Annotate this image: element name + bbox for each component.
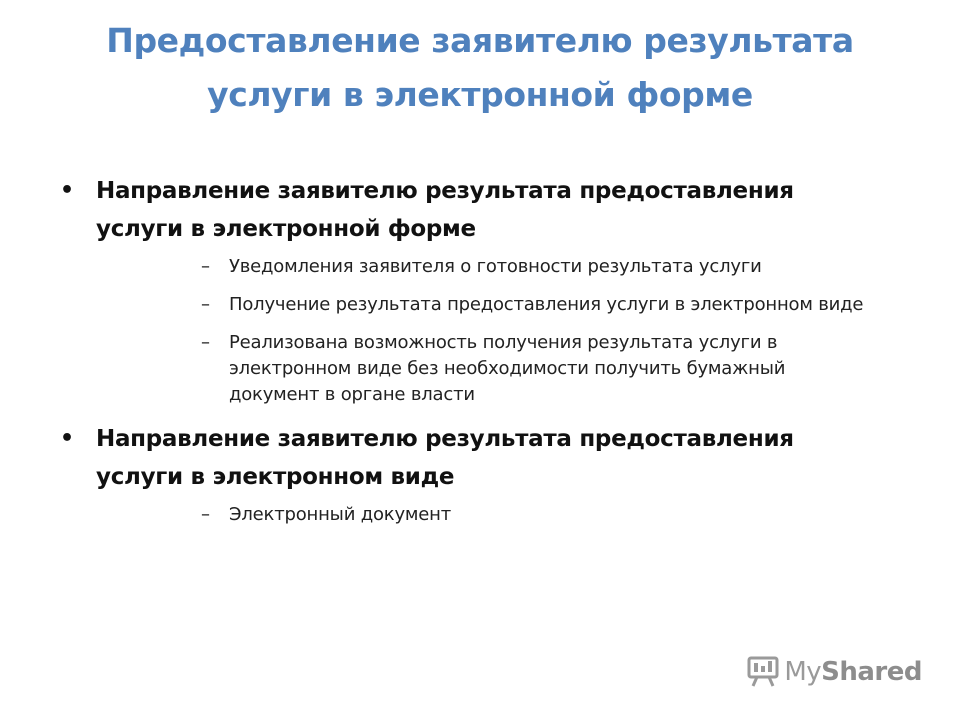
sub-list-1 <box>56 254 916 408</box>
bullet-item-2 <box>56 420 916 496</box>
sub-item-text: Получение результата предоставления услуги в электронном виде <box>229 294 864 315</box>
slide-body <box>56 172 916 540</box>
bullet-marker: • <box>60 426 74 451</box>
dash-marker: – <box>201 504 210 525</box>
sub-item <box>201 254 869 280</box>
sub-item-text: Реализована возможность получения результата услуги в электронном виде без необходимости получить бумажный документ в органе власти <box>229 332 786 405</box>
dash-marker: – <box>201 256 210 277</box>
watermark-text <box>784 657 922 687</box>
sub-item-text: Уведомления заявителя о готовности результата услуги <box>229 256 762 277</box>
slide-title-line-1: Предоставление заявителю результата <box>106 21 854 60</box>
dash-marker: – <box>201 294 210 315</box>
sub-list-2 <box>56 502 916 528</box>
presentation-board-icon <box>746 656 780 688</box>
sub-item <box>201 502 869 528</box>
bullet-text-line: Направление заявителю результата предоставления <box>96 426 794 452</box>
slide-title <box>0 14 960 122</box>
bullet-text-line: услуги в электронной форме <box>96 216 476 242</box>
myshared-watermark <box>746 652 922 692</box>
bullet-text-line: услуги в электронном виде <box>96 464 455 490</box>
sub-item <box>201 330 869 408</box>
bullet-marker: • <box>60 178 74 203</box>
bullet-text-line: Направление заявителю результата предоставления <box>96 178 794 204</box>
slide-title-line-2: услуги в электронной форме <box>207 75 753 114</box>
bullet-item-1 <box>56 172 916 248</box>
sub-item-text: Электронный документ <box>229 504 452 525</box>
watermark-text-bold: Shared <box>821 657 922 687</box>
watermark-text-regular: My <box>784 657 822 687</box>
sub-item <box>201 292 869 318</box>
dash-marker: – <box>201 332 210 353</box>
